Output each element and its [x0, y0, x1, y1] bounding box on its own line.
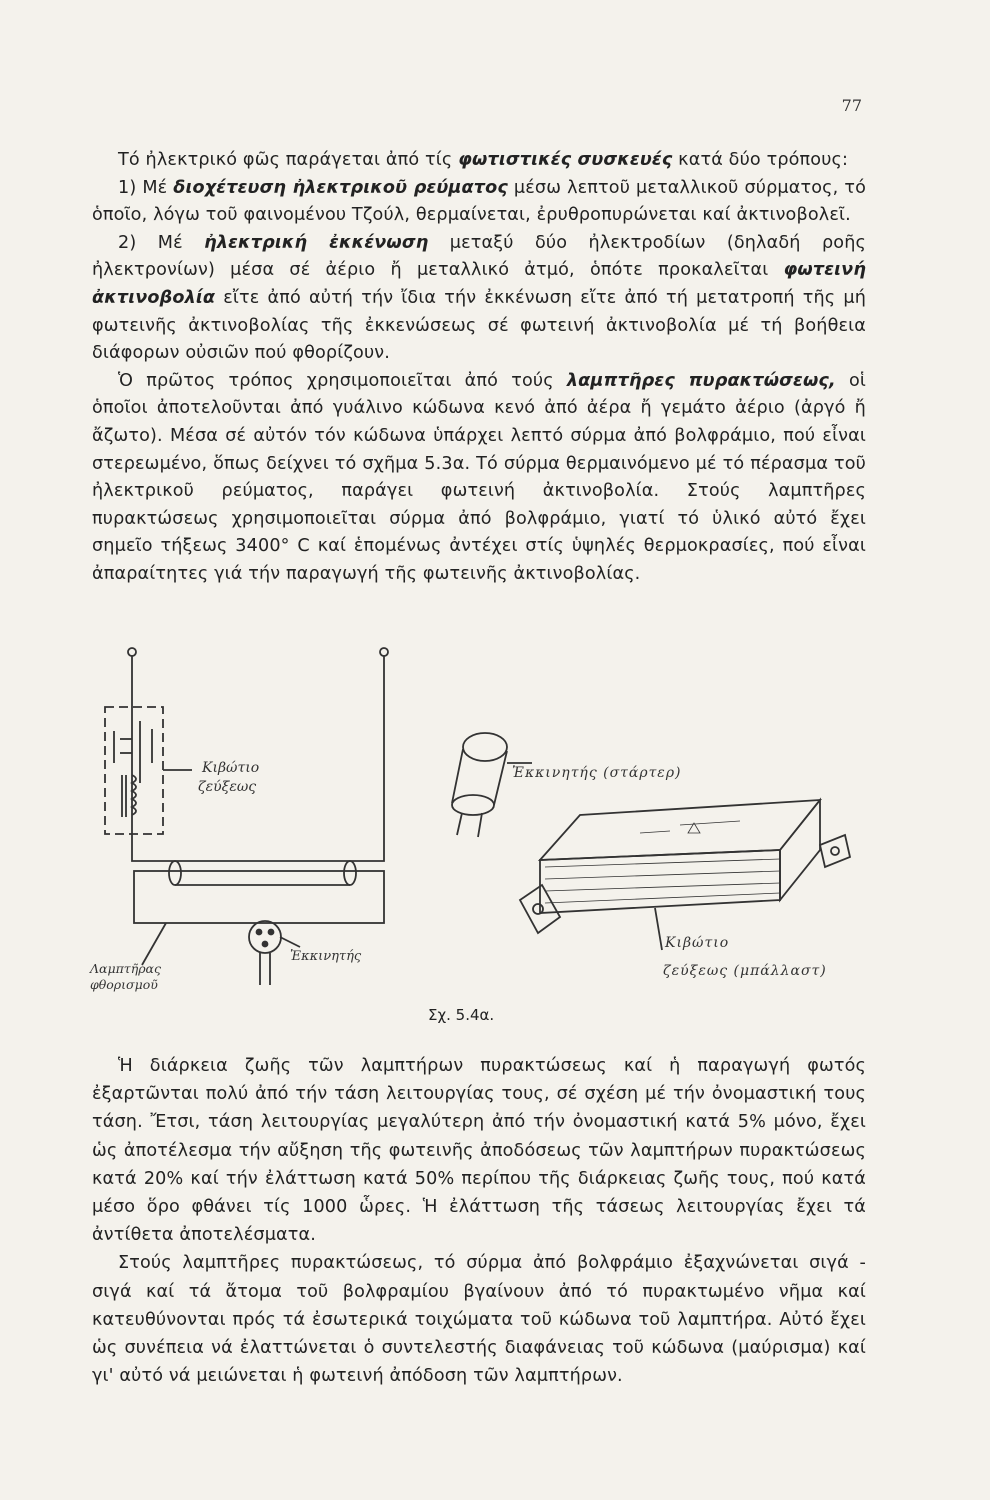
emphasis-term: φωτεινή ἀκτινοβολία [92, 260, 866, 308]
text-run: 1) Μέ [118, 177, 174, 198]
ballast-large-front [540, 850, 780, 913]
ballast-large-side [780, 800, 820, 900]
figure-caption: Σχ. 5.4α. [428, 1006, 495, 1024]
wire-to-tube-left [132, 853, 175, 861]
text-block-bottom [92, 1052, 866, 1390]
starter-small-pin [263, 942, 268, 947]
paragraph-method-2 [92, 230, 866, 368]
starter-small-pin [269, 930, 274, 935]
text-run: εἴτε ἀπό αὐτή τήν ἴδια τήν ἐκκένωση εἴτε ἀπό τή μετατροπή τῆς μή φωτεινῆς ἀκτινοβολίας τῆς ἐκκενώσεως σέ φωτεινή ἀκτινοβολία μέ τή βοήθεια διάφορων οὐσιῶν πού φθορίζουν. [92, 287, 866, 364]
text-run: Τό ἠλεκτρικό φῶς παράγεται ἀπό τίς [118, 150, 459, 170]
page-number: 77 [841, 96, 862, 115]
top-marking [680, 821, 740, 825]
emphasis-term: λαμπτῆρες πυρακτώσεως, [566, 370, 836, 391]
label-lamp-2: φθορισμοῦ [90, 977, 158, 992]
text-block-top [92, 147, 866, 589]
paragraph-intro [92, 147, 866, 175]
starter-large-pin [457, 813, 462, 835]
mount-hole [533, 904, 543, 914]
label-lamp-1: Λαμπτῆρας [90, 961, 162, 976]
label-starter-small: Ἐκκινητής [290, 949, 362, 964]
text-run: 2) Μέ [118, 232, 205, 253]
figure-fluorescent-circuit [80, 635, 880, 1035]
text-run: κατά δύο τρόπους: [672, 150, 849, 170]
text-run: μέσω λεπτοῦ μεταλλικοῦ σύρματος, τό ὁποῖο, λόγω τοῦ φαινομένου Τζούλ, θερμαίνεται, ἐρυθροπυρώνεται καί ἀκτινοβολεῖ. [92, 177, 866, 226]
emphasis-term: ἠλεκτρική ἐκκένωση [204, 232, 429, 253]
text-run: μεταξύ δύο ἠλεκτροδίων (δηλαδή ροῆς ἠλεκτρονίων) μέσα σέ ἀέριο ἤ μεταλλικό ἀτμό, ὁπότε προκαλεῖται [92, 232, 866, 281]
fin-line [545, 859, 780, 867]
paragraph-method-1 [92, 175, 866, 230]
starter-large-top [463, 733, 507, 761]
fin-line [545, 871, 780, 879]
top-marking [640, 831, 670, 833]
starter-small-leader [280, 937, 300, 947]
ballast-large-drawing [520, 800, 850, 950]
starter-large-base [452, 795, 494, 815]
emphasis-term: διοχέτευση ἠλεκτρικοῦ ρεύματος [173, 177, 508, 198]
ballast-mount-right [820, 835, 850, 867]
lamp-label-leader [142, 923, 166, 965]
terminal-left [128, 648, 136, 656]
lamp-housing [134, 871, 384, 923]
ballast-box-outline [105, 707, 163, 834]
paragraph-tungsten: Στούς λαμπτῆρες πυρακτώσεως, τό σύρμα ἀπό βολφράμιο ἐξαχνώνεται σιγά - σιγά καί τά ἄτομα τοῦ βολφραμίου βγαίνουν ἀπό τό πυρακτωμένο νῆμα καί κατευθύνονται πρός τά ἐσωτερικά τοιχώματα τοῦ κώδωνα τοῦ λαμπτήρα. Αὐτό ἔχει ὡς συνέπεια νά ἐλαττώνεται ὁ συντελεστής διαφάνειας τοῦ κώδωνα (μαύρισμα) καί γι' αὐτό νά μειώνεται ἡ φωτεινή ἀπόδοση τῶν λαμπτήρων. [92, 1253, 866, 1387]
ballast-large-top [540, 800, 820, 860]
wire-to-tube-right [350, 857, 384, 861]
text-run: οἱ ὁποῖοι ἀποτελοῦνται ἀπό γυάλινο κώδωνα κενό ἀπό ἀέρα ἤ γεμάτο ἀέριο (ἀργό ἤ ἄζωτο). Μέσα σέ αὐτόν τόν κώδωνα ὑπάρχει λεπτό σύρμα ἀπό βολφράμιο, πού εἶναι στερεωμένο, ὅπως δείχνει τό σχῆμα 5.3α. Τό σύρμα θερμαινόμενο μέ τό πέρασμα τοῦ ἠλεκτρικοῦ ρεύματος, παράγει φωτεινή ἀκτινοβολία. Στούς λαμπτῆρες πυρακτώσεως χρησιμοποιεῖται σύρμα ἀπό βολφράμιο, γιατί τό ὑλικό αὐτό ἔχει σημεῖο τήξεως 3400° C καί ἑπομένως ἀντέχει στίς ὑψηλές θερμοκρασίες, πού εἶναι ἀπαραίτητες γιά τήν παραγωγή τῆς φωτεινῆς ἀκτινοβολίας. [92, 370, 867, 584]
label-ballast-box-2: ζεύξεως [198, 779, 257, 795]
starter-large-drawing [452, 733, 532, 837]
starter-small-body [249, 921, 281, 953]
label-ballast-box-1: Κιβώτιο [202, 760, 260, 776]
paragraph-incandescent [92, 368, 866, 589]
paragraph-lifetime: Ἡ διάρκεια ζωῆς τῶν λαμπτήρων πυρακτώσεως καί ἡ παραγωγή φωτός ἐξαρτῶνται πολύ ἀπό τήν τάση λειτουργίας τους, σέ σχέση μέ τήν ὀνομαστική τους τάση. Ἔτσι, τάση λειτουργίας μεγαλύτερη ἀπό τήν ὀνομαστική κατά 5% μόνο, ἔχει ὡς ἀποτέλεσμα τήν αὔξηση τῆς φωτεινῆς ἀποδόσεως τῶν λαμπτήρων πυρακτώσεως κατά 20% καί τήν ἐλάττωση κατά 50% περίπου τῆς διάρκειας ζωῆς τους, πού κατά μέσο ὅρο φθάνει τίς 1000 ὧρες. Ἡ ἐλάττωση τῆς τάσεως λειτουργίας ἔχει τά ἀντίθετα ἀποτελέσματα. [92, 1056, 866, 1246]
ballast-large-leader [655, 908, 662, 950]
label-starter-large: Ἐκκινητής (στάρτερ) [512, 765, 682, 781]
label-ballast-large-2: ζεύξεως (μπάλλαστ) [663, 963, 827, 979]
tube-end-left [169, 861, 181, 885]
mount-hole [831, 847, 839, 855]
starter-large-pin [478, 813, 482, 837]
emphasis-term: φωτιστικές συσκευές [458, 150, 673, 170]
label-ballast-large-1: Κιβώτιο [665, 935, 730, 951]
terminal-right [380, 648, 388, 656]
fin-line [545, 883, 780, 891]
text-run: Ὁ πρῶτος τρόπος χρησιμοποιεῖται ἀπό τούς [118, 370, 567, 391]
tube-end-right [344, 861, 356, 885]
starter-small-pin [257, 930, 262, 935]
